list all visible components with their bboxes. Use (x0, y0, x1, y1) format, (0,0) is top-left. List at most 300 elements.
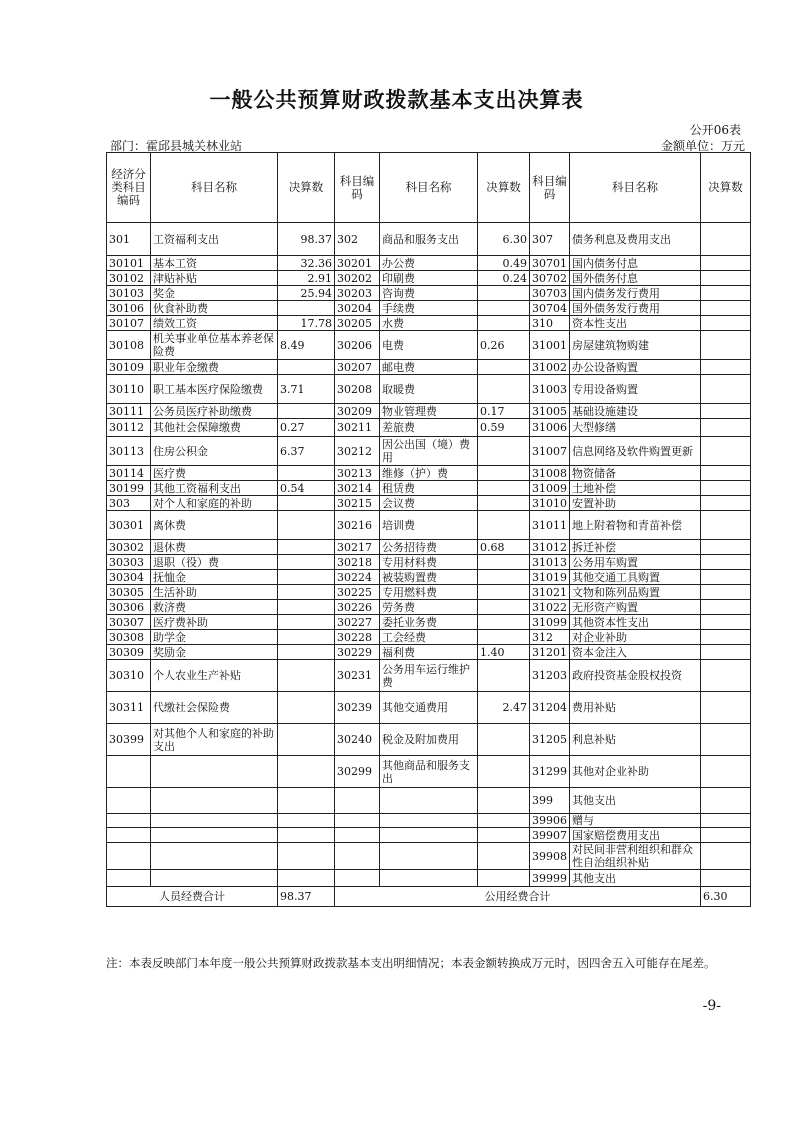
cell-code-3: 307 (530, 223, 570, 256)
cell-code-3: 399 (530, 788, 570, 814)
cell-code-1 (107, 870, 151, 887)
cell-name-2: 其他交通费用 (380, 692, 478, 724)
cell-name-1: 退职（役）费 (151, 555, 278, 570)
cell-code-2: 30215 (335, 496, 380, 511)
cell-amount-1 (278, 570, 335, 585)
cell-amount-2 (478, 286, 530, 301)
cell-code-3: 31204 (530, 692, 570, 724)
cell-name-2 (380, 828, 478, 843)
table-row (107, 419, 751, 437)
cell-code-2: 30209 (335, 404, 380, 419)
table-row (107, 360, 751, 375)
cell-code-1: 30301 (107, 511, 151, 540)
cell-code-2: 30227 (335, 615, 380, 630)
cell-amount-2 (478, 360, 530, 375)
cell-code-1: 30110 (107, 375, 151, 404)
cell-name-1: 助学金 (151, 630, 278, 645)
cell-amount-3 (701, 360, 751, 375)
cell-code-3: 31005 (530, 404, 570, 419)
cell-amount-1 (278, 360, 335, 375)
cell-amount-2 (478, 511, 530, 540)
personnel-total-value: 98.37 (278, 887, 335, 907)
cell-amount-3 (701, 615, 751, 630)
cell-name-2: 电费 (380, 331, 478, 360)
cell-amount-2 (478, 301, 530, 316)
cell-name-3: 大型修缮 (570, 419, 701, 437)
cell-code-2: 30231 (335, 660, 380, 692)
table-row (107, 600, 751, 615)
cell-name-1: 职业年金缴费 (151, 360, 278, 375)
table-row (107, 615, 751, 630)
cell-name-3: 其他支出 (570, 870, 701, 887)
cell-name-1: 抚恤金 (151, 570, 278, 585)
cell-amount-2 (478, 870, 530, 887)
cell-name-3: 公务用车购置 (570, 555, 701, 570)
cell-amount-3 (701, 375, 751, 404)
cell-name-2: 税金及附加费用 (380, 724, 478, 756)
cell-name-1: 生活补助 (151, 585, 278, 600)
cell-amount-3 (701, 511, 751, 540)
cell-code-1: 30112 (107, 419, 151, 437)
cell-amount-3 (701, 870, 751, 887)
cell-name-2: 专用材料费 (380, 555, 478, 570)
cell-name-1: 工资福利支出 (151, 223, 278, 256)
cell-code-2: 30211 (335, 419, 380, 437)
cell-name-2: 取暖费 (380, 375, 478, 404)
cell-amount-3 (701, 256, 751, 271)
header-amount-1: 决算数 (278, 153, 335, 223)
cell-amount-1 (278, 870, 335, 887)
cell-name-2: 会议费 (380, 496, 478, 511)
cell-amount-3 (701, 223, 751, 256)
cell-name-1 (151, 814, 278, 828)
cell-code-3: 30704 (530, 301, 570, 316)
cell-amount-2: 0.49 (478, 256, 530, 271)
cell-amount-2: 1.40 (478, 645, 530, 660)
cell-name-3: 其他交通工具购置 (570, 570, 701, 585)
cell-name-3: 地上附着物和青苗补偿 (570, 511, 701, 540)
cell-amount-3 (701, 756, 751, 788)
cell-name-1: 代缴社会保险费 (151, 692, 278, 724)
cell-amount-3 (701, 331, 751, 360)
cell-code-3: 31003 (530, 375, 570, 404)
cell-name-2: 委托业务费 (380, 615, 478, 630)
cell-amount-3 (701, 692, 751, 724)
cell-name-2: 手续费 (380, 301, 478, 316)
cell-code-1 (107, 756, 151, 788)
cell-code-1: 30399 (107, 724, 151, 756)
cell-amount-2 (478, 570, 530, 585)
cell-amount-2 (478, 585, 530, 600)
table-row (107, 271, 751, 286)
cell-amount-1 (278, 585, 335, 600)
cell-code-2: 30207 (335, 360, 380, 375)
cell-code-1: 30304 (107, 570, 151, 585)
page-number: -9- (702, 998, 721, 1014)
cell-amount-3 (701, 555, 751, 570)
expenditure-table (106, 152, 751, 907)
table-row (107, 843, 751, 870)
cell-name-2: 公务用车运行维护费 (380, 660, 478, 692)
cell-code-2 (335, 814, 380, 828)
header-name-2: 科目名称 (380, 153, 478, 223)
cell-name-3: 国内债务发行费用 (570, 286, 701, 301)
cell-name-2: 劳务费 (380, 600, 478, 615)
cell-amount-1 (278, 788, 335, 814)
cell-name-2: 咨询费 (380, 286, 478, 301)
table-row (107, 437, 751, 466)
cell-code-1: 303 (107, 496, 151, 511)
cell-code-2: 30226 (335, 600, 380, 615)
cell-code-2: 30201 (335, 256, 380, 271)
cell-code-2: 30216 (335, 511, 380, 540)
cell-amount-2 (478, 555, 530, 570)
cell-code-3: 31205 (530, 724, 570, 756)
cell-amount-3 (701, 316, 751, 331)
cell-name-3: 费用补贴 (570, 692, 701, 724)
cell-code-3: 31006 (530, 419, 570, 437)
cell-code-1: 301 (107, 223, 151, 256)
cell-amount-2: 0.26 (478, 331, 530, 360)
cell-name-3: 赠与 (570, 814, 701, 828)
personnel-total-label: 人员经费合计 (107, 887, 278, 907)
table-row (107, 496, 751, 511)
cell-name-1: 奖金 (151, 286, 278, 301)
cell-amount-2: 0.24 (478, 271, 530, 286)
header-name-1: 科目名称 (151, 153, 278, 223)
amount-unit-label: 金额单位：万元 (660, 139, 745, 153)
cell-name-1 (151, 828, 278, 843)
cell-amount-3 (701, 570, 751, 585)
cell-amount-2 (478, 316, 530, 331)
cell-amount-2 (478, 724, 530, 756)
cell-amount-2 (478, 375, 530, 404)
cell-code-3: 39999 (530, 870, 570, 887)
cell-amount-1 (278, 511, 335, 540)
cell-code-3: 31019 (530, 570, 570, 585)
cell-code-1: 30106 (107, 301, 151, 316)
cell-name-1: 机关事业单位基本养老保险费 (151, 331, 278, 360)
table-row (107, 466, 751, 481)
cell-amount-1 (278, 466, 335, 481)
cell-code-3: 39907 (530, 828, 570, 843)
cell-name-2 (380, 814, 478, 828)
cell-name-3: 其他资本性支出 (570, 615, 701, 630)
cell-code-2: 30202 (335, 271, 380, 286)
cell-name-2: 差旅费 (380, 419, 478, 437)
cell-code-2: 30204 (335, 301, 380, 316)
cell-code-1: 30308 (107, 630, 151, 645)
cell-name-1: 其他社会保障缴费 (151, 419, 278, 437)
cell-code-2 (335, 788, 380, 814)
cell-amount-2 (478, 630, 530, 645)
table-row (107, 724, 751, 756)
table-row (107, 540, 751, 555)
cell-name-3: 资本性支出 (570, 316, 701, 331)
cell-amount-1: 0.54 (278, 481, 335, 496)
cell-name-2: 培训费 (380, 511, 478, 540)
cell-amount-1: 98.37 (278, 223, 335, 256)
cell-amount-2 (478, 600, 530, 615)
cell-code-2: 30225 (335, 585, 380, 600)
cell-code-2 (335, 828, 380, 843)
cell-name-1 (151, 843, 278, 870)
cell-name-1: 基本工资 (151, 256, 278, 271)
table-header-row (107, 153, 751, 223)
cell-amount-3 (701, 437, 751, 466)
cell-code-3: 310 (530, 316, 570, 331)
cell-amount-2 (478, 496, 530, 511)
cell-name-3: 国内债务付息 (570, 256, 701, 271)
cell-amount-3 (701, 271, 751, 286)
cell-amount-2: 0.59 (478, 419, 530, 437)
header-amount-3: 决算数 (701, 153, 751, 223)
cell-amount-2 (478, 466, 530, 481)
public-total-label: 公用经费合计 (335, 887, 701, 907)
cell-amount-2 (478, 828, 530, 843)
cell-amount-3 (701, 419, 751, 437)
table-row (107, 692, 751, 724)
cell-code-3: 31021 (530, 585, 570, 600)
cell-code-3: 30702 (530, 271, 570, 286)
cell-amount-3 (701, 645, 751, 660)
footnote: 注：本表反映部门本年度一般公共预算财政拨款基本支出明细情况；本表金额转换成万元时，因四舍五入可能存在尾差。 (106, 956, 716, 970)
cell-code-2: 30217 (335, 540, 380, 555)
cell-amount-3 (701, 630, 751, 645)
table-row (107, 404, 751, 419)
cell-amount-1 (278, 600, 335, 615)
cell-code-1: 30107 (107, 316, 151, 331)
cell-amount-1: 8.49 (278, 331, 335, 360)
table-row (107, 870, 751, 887)
cell-amount-1 (278, 692, 335, 724)
cell-name-2: 其他商品和服务支出 (380, 756, 478, 788)
cell-amount-2 (478, 814, 530, 828)
cell-name-2: 办公费 (380, 256, 478, 271)
table-row (107, 570, 751, 585)
cell-name-1: 伙食补助费 (151, 301, 278, 316)
cell-code-3: 31099 (530, 615, 570, 630)
table-row (107, 286, 751, 301)
cell-amount-2: 6.30 (478, 223, 530, 256)
cell-name-1: 医疗费 (151, 466, 278, 481)
cell-amount-3 (701, 814, 751, 828)
cell-amount-1 (278, 615, 335, 630)
header-name-3: 科目名称 (570, 153, 701, 223)
cell-amount-1: 17.78 (278, 316, 335, 331)
cell-code-1: 30305 (107, 585, 151, 600)
header-amount-2: 决算数 (478, 153, 530, 223)
cell-name-2 (380, 843, 478, 870)
table-row (107, 645, 751, 660)
cell-amount-2 (478, 660, 530, 692)
cell-amount-1: 32.36 (278, 256, 335, 271)
cell-code-3: 312 (530, 630, 570, 645)
cell-name-3: 无形资产购置 (570, 600, 701, 615)
cell-code-3: 31010 (530, 496, 570, 511)
cell-name-3: 国外债务发行费用 (570, 301, 701, 316)
table-row (107, 331, 751, 360)
header-code-1: 经济分类科目编码 (107, 153, 151, 223)
cell-code-2: 30228 (335, 630, 380, 645)
cell-name-3: 利息补贴 (570, 724, 701, 756)
cell-code-1: 30108 (107, 331, 151, 360)
form-number: 公开06表 (689, 123, 741, 137)
cell-code-3: 31007 (530, 437, 570, 466)
cell-name-3: 专用设备购置 (570, 375, 701, 404)
cell-amount-3 (701, 540, 751, 555)
cell-name-3: 文物和陈列品购置 (570, 585, 701, 600)
cell-name-2 (380, 870, 478, 887)
cell-amount-2: 0.17 (478, 404, 530, 419)
cell-amount-1: 0.27 (278, 419, 335, 437)
cell-amount-2: 0.68 (478, 540, 530, 555)
cell-name-2: 邮电费 (380, 360, 478, 375)
cell-amount-2 (478, 481, 530, 496)
cell-code-2 (335, 843, 380, 870)
cell-amount-1 (278, 724, 335, 756)
cell-code-3: 31203 (530, 660, 570, 692)
cell-code-1: 30113 (107, 437, 151, 466)
cell-code-1: 30101 (107, 256, 151, 271)
cell-name-3: 对民间非营利组织和群众性自治组织补贴 (570, 843, 701, 870)
cell-code-2: 30214 (335, 481, 380, 496)
table-row (107, 316, 751, 331)
cell-name-3: 物资储备 (570, 466, 701, 481)
cell-name-3: 拆迁补偿 (570, 540, 701, 555)
cell-name-3: 土地补偿 (570, 481, 701, 496)
cell-name-1: 奖励金 (151, 645, 278, 660)
cell-amount-1 (278, 660, 335, 692)
cell-code-3: 39908 (530, 843, 570, 870)
header-code-3: 科目编码 (530, 153, 570, 223)
header-code-2: 科目编码 (335, 153, 380, 223)
table-row (107, 630, 751, 645)
cell-code-1: 30199 (107, 481, 151, 496)
cell-name-1: 对个人和家庭的补助 (151, 496, 278, 511)
cell-amount-3 (701, 404, 751, 419)
cell-amount-1 (278, 828, 335, 843)
cell-amount-3 (701, 301, 751, 316)
cell-code-1: 30310 (107, 660, 151, 692)
cell-name-1: 住房公积金 (151, 437, 278, 466)
cell-code-1: 30303 (107, 555, 151, 570)
cell-name-1: 医疗费补助 (151, 615, 278, 630)
cell-name-1: 离休费 (151, 511, 278, 540)
cell-name-3: 信息网络及软件购置更新 (570, 437, 701, 466)
cell-code-3: 31012 (530, 540, 570, 555)
cell-name-1 (151, 870, 278, 887)
cell-name-2: 福利费 (380, 645, 478, 660)
table-row (107, 585, 751, 600)
cell-code-2: 30224 (335, 570, 380, 585)
cell-amount-3 (701, 585, 751, 600)
public-total-value: 6.30 (701, 887, 751, 907)
cell-amount-1: 6.37 (278, 437, 335, 466)
totals-row (107, 887, 751, 907)
cell-name-3: 国家赔偿费用支出 (570, 828, 701, 843)
cell-name-3: 国外债务付息 (570, 271, 701, 286)
cell-code-2: 30213 (335, 466, 380, 481)
cell-name-1: 对其他个人和家庭的补助支出 (151, 724, 278, 756)
cell-name-2: 被装购置费 (380, 570, 478, 585)
cell-code-2: 302 (335, 223, 380, 256)
cell-amount-3 (701, 496, 751, 511)
cell-name-1: 职工基本医疗保险缴费 (151, 375, 278, 404)
table-row (107, 828, 751, 843)
cell-code-1: 30114 (107, 466, 151, 481)
cell-name-3: 对企业补助 (570, 630, 701, 645)
cell-name-1 (151, 788, 278, 814)
cell-name-2: 公务招待费 (380, 540, 478, 555)
cell-name-1: 其他工资福利支出 (151, 481, 278, 496)
department-label: 部门：霍邱县城关林业站 (110, 139, 243, 153)
cell-amount-1 (278, 630, 335, 645)
cell-code-2: 30203 (335, 286, 380, 301)
cell-code-2: 30239 (335, 692, 380, 724)
cell-name-2 (380, 788, 478, 814)
cell-amount-3 (701, 600, 751, 615)
cell-code-2: 30218 (335, 555, 380, 570)
cell-amount-1 (278, 645, 335, 660)
table-row (107, 375, 751, 404)
cell-amount-3 (701, 286, 751, 301)
cell-name-1: 退休费 (151, 540, 278, 555)
cell-code-3: 31002 (530, 360, 570, 375)
cell-name-1: 津贴补贴 (151, 271, 278, 286)
cell-amount-3 (701, 788, 751, 814)
cell-name-1 (151, 756, 278, 788)
cell-code-2: 30205 (335, 316, 380, 331)
cell-code-3: 30703 (530, 286, 570, 301)
table-row (107, 788, 751, 814)
cell-amount-1 (278, 540, 335, 555)
cell-name-3: 基础设施建设 (570, 404, 701, 419)
cell-amount-3 (701, 724, 751, 756)
cell-code-1: 30111 (107, 404, 151, 419)
cell-name-3: 政府投资基金股权投资 (570, 660, 701, 692)
cell-name-2: 水费 (380, 316, 478, 331)
table-row (107, 814, 751, 828)
cell-code-1: 30309 (107, 645, 151, 660)
cell-name-2: 因公出国（境）费用 (380, 437, 478, 466)
cell-name-2: 商品和服务支出 (380, 223, 478, 256)
cell-amount-1 (278, 843, 335, 870)
cell-code-3: 31201 (530, 645, 570, 660)
cell-amount-2 (478, 437, 530, 466)
table-row (107, 660, 751, 692)
cell-amount-3 (701, 660, 751, 692)
cell-amount-1: 3.71 (278, 375, 335, 404)
cell-amount-2 (478, 843, 530, 870)
cell-code-1: 30102 (107, 271, 151, 286)
cell-name-3: 其他对企业补助 (570, 756, 701, 788)
cell-code-3: 30701 (530, 256, 570, 271)
cell-amount-1 (278, 756, 335, 788)
cell-name-1: 个人农业生产补贴 (151, 660, 278, 692)
cell-code-1: 30302 (107, 540, 151, 555)
cell-amount-2 (478, 615, 530, 630)
cell-name-2: 印刷费 (380, 271, 478, 286)
cell-code-2: 30240 (335, 724, 380, 756)
table-row (107, 756, 751, 788)
cell-name-2: 物业管理费 (380, 404, 478, 419)
page-title: 一般公共预算财政拨款基本支出决算表 (209, 87, 584, 112)
table-row (107, 481, 751, 496)
cell-code-1 (107, 843, 151, 870)
cell-code-1: 30306 (107, 600, 151, 615)
cell-name-2: 专用燃料费 (380, 585, 478, 600)
